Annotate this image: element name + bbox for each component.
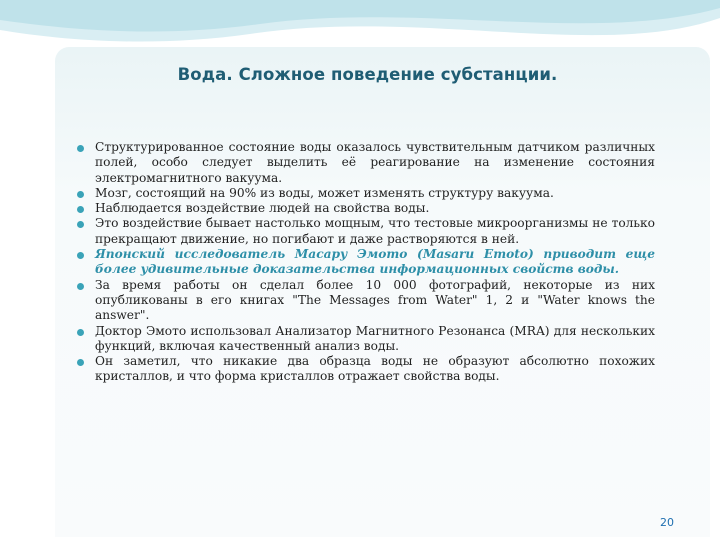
bullet-item: [77, 278, 655, 324]
bullet-item: [77, 324, 655, 355]
bullet-item: [77, 354, 655, 385]
bullet-icon: [77, 359, 84, 366]
page-number: 20: [660, 516, 674, 529]
bullet-text: Это воздействие бывает настолько мощным, что тестовые микроорганизмы не только прекращают движение, но погибают и даже растворяются в ней.: [95, 216, 655, 246]
bullet-icon: [77, 221, 84, 228]
bullet-icon: [77, 191, 84, 198]
bullet-icon: [77, 145, 84, 152]
bullet-text: Японский исследователь Масару Эмото (Masaru Emoto) приводит еще более удивительные доказательства информационных свойств воды.: [95, 247, 655, 277]
bullet-item-highlighted: [77, 247, 655, 278]
bullet-text: Структурированное состояние воды оказалось чувствительным датчиком различных полей, особо следует выделить её реагирование на изменение состояния электромагнитного вакуума.: [95, 140, 655, 185]
bullet-icon: [77, 206, 84, 213]
bullet-icon: [77, 329, 84, 336]
bullet-list: [77, 140, 655, 385]
bullet-text: За время работы он сделал более 10 000 фотографий, некоторые из них опубликованы в его книгах "The Messages from Water" 1, 2 и "Water knows the answer".: [95, 277, 655, 323]
bullet-text: Он заметил, что никакие два образца воды не образуют абсолютно похожих кристаллов, и что форма кристаллов отражает свойства воды.: [95, 354, 655, 384]
bullet-icon: [77, 283, 84, 290]
slide-title: Вода. Сложное поведение субстанции.: [177, 65, 558, 84]
bullet-item: [77, 201, 655, 216]
bullet-item: [77, 140, 655, 186]
bullet-text: Мозг, состоящий на 90% из воды, может изменять структуру вакуума.: [95, 185, 554, 200]
bullet-text: Доктор Эмото использовал Анализатор Магнитного Резонанса (MRA) для нескольких функций, включая качественный анализ воды.: [95, 323, 655, 353]
bullet-item: [77, 216, 655, 247]
bullet-icon: [77, 252, 84, 259]
bullet-item: [77, 186, 655, 201]
bullet-text: Наблюдается воздействие людей на свойства воды.: [95, 201, 430, 216]
